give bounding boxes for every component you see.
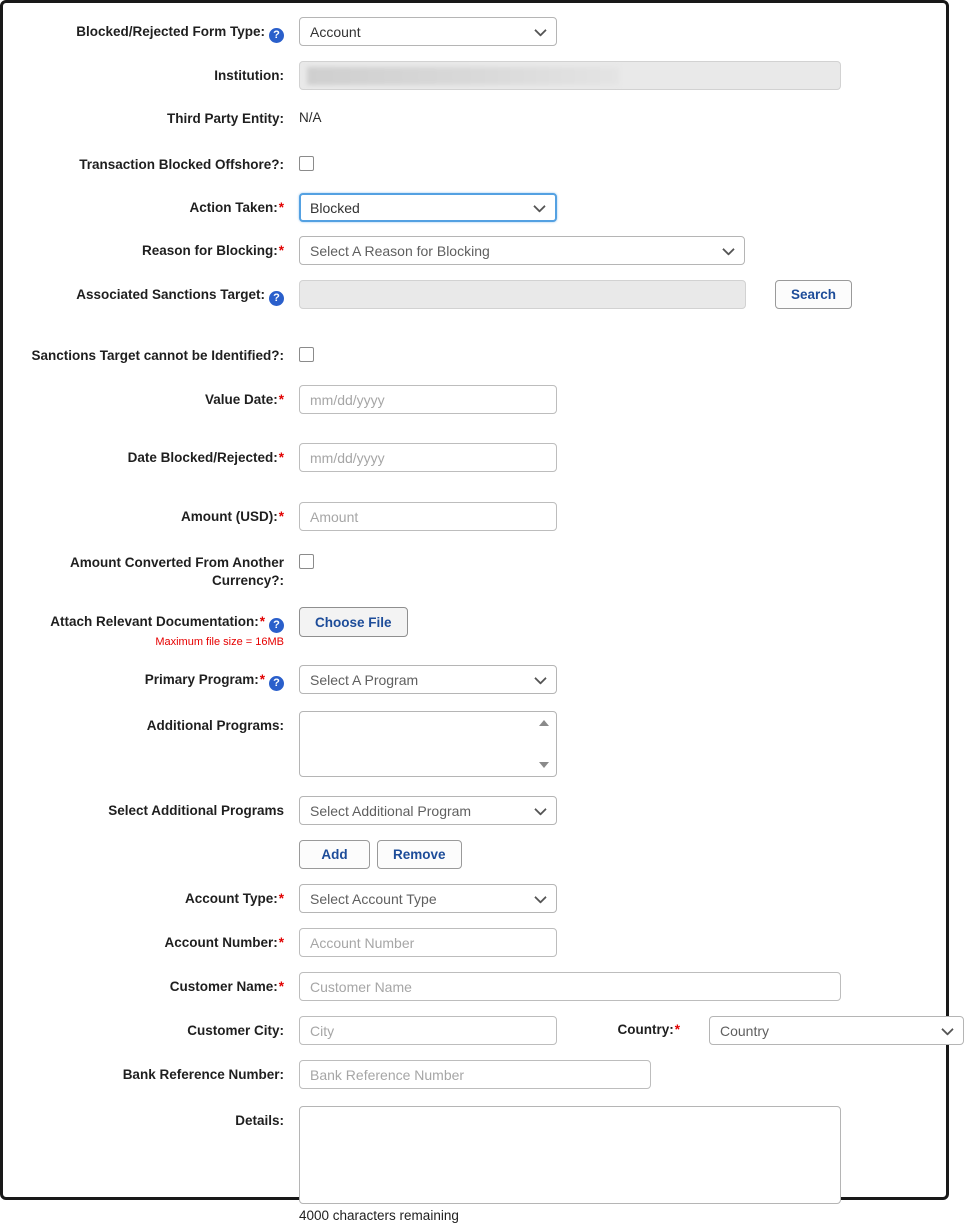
chevron-down-icon <box>534 891 547 904</box>
help-icon[interactable]: ? <box>269 676 284 691</box>
value-date-row <box>3 385 946 414</box>
bank-ref-input[interactable] <box>299 1060 651 1089</box>
account-number-input[interactable] <box>299 928 557 957</box>
amount-label <box>3 502 299 526</box>
target-unidentified-row <box>3 341 946 365</box>
action-taken-selected-value: Blocked <box>310 199 360 216</box>
redacted-institution-name <box>307 67 619 85</box>
additional-programs-listbox[interactable] <box>299 711 557 777</box>
required-asterisk: * <box>259 672 265 687</box>
add-button[interactable]: Add <box>299 840 370 869</box>
date-blocked-row <box>3 443 946 472</box>
search-button[interactable]: Search <box>775 280 852 309</box>
required-asterisk: * <box>278 243 284 258</box>
city-country-row <box>3 1016 946 1045</box>
account-type-label <box>3 884 299 908</box>
amount-converted-row <box>3 548 946 590</box>
primary-program-select[interactable] <box>299 665 557 694</box>
country-label <box>557 1016 680 1037</box>
primary-program-row <box>3 665 946 694</box>
required-asterisk: * <box>278 200 284 215</box>
customer-name-row <box>3 972 946 1001</box>
chevron-down-icon <box>722 243 735 256</box>
chevron-down-icon <box>941 1023 954 1036</box>
required-asterisk: * <box>278 891 284 906</box>
customer-city-label: Customer City: <box>187 1023 284 1038</box>
value-date-label <box>3 385 299 409</box>
form-type-label <box>3 17 299 43</box>
account-number-row <box>3 928 946 957</box>
additional-programs-label: Additional Programs: <box>146 718 284 733</box>
offshore-row <box>3 150 946 174</box>
third-party-row <box>3 104 946 128</box>
primary-program-selected-value: Select A Program <box>310 671 419 688</box>
form-type-row <box>3 17 946 46</box>
customer-name-label-text: Customer Name: <box>169 979 278 994</box>
required-asterisk: * <box>278 979 284 994</box>
bank-ref-label: Bank Reference Number: <box>122 1067 284 1082</box>
action-taken-label-text: Action Taken: <box>189 200 278 215</box>
institution-input <box>299 61 841 90</box>
characters-remaining: 4000 characters remaining <box>299 1208 459 1223</box>
amount-label-text: Amount (USD): <box>181 509 278 524</box>
chevron-down-icon <box>534 803 547 816</box>
form-type-label-text: Blocked/Rejected Form Type: <box>76 24 265 39</box>
account-type-select[interactable] <box>299 884 557 913</box>
blocked-rejected-form <box>3 3 946 1224</box>
required-asterisk: * <box>278 935 284 950</box>
chevron-down-icon <box>533 200 546 213</box>
select-additional-select[interactable] <box>299 796 557 825</box>
sanctions-target-input <box>299 280 746 309</box>
details-textarea[interactable] <box>299 1106 841 1204</box>
amount-converted-checkbox[interactable] <box>299 554 314 569</box>
form-type-select[interactable] <box>299 17 557 46</box>
action-taken-row <box>3 193 946 222</box>
institution-row <box>3 61 946 90</box>
chevron-down-icon <box>534 24 547 37</box>
third-party-value: N/A <box>299 110 322 125</box>
account-number-label <box>3 928 299 952</box>
customer-city-input[interactable] <box>299 1016 557 1045</box>
country-selected-value: Country <box>720 1022 770 1039</box>
reason-selected-value: Select A Reason for Blocking <box>310 242 490 259</box>
scroll-up-icon[interactable] <box>539 720 549 726</box>
offshore-checkbox[interactable] <box>299 156 314 171</box>
remove-button[interactable]: Remove <box>377 840 462 869</box>
select-additional-selected-value: Select Additional Program <box>310 802 472 819</box>
date-blocked-label-text: Date Blocked/Rejected: <box>127 450 278 465</box>
date-blocked-label <box>3 443 299 467</box>
help-icon[interactable]: ? <box>269 618 284 633</box>
reason-select[interactable] <box>299 236 745 265</box>
value-date-label-text: Value Date: <box>204 392 278 407</box>
date-blocked-input[interactable] <box>299 443 557 472</box>
sanctions-target-label <box>3 280 299 306</box>
amount-converted-label: Amount Converted From Another Currency?: <box>70 555 284 588</box>
sanctions-target-row <box>3 280 946 309</box>
account-number-label-text: Account Number: <box>164 935 278 950</box>
scroll-down-icon[interactable] <box>539 762 549 768</box>
select-additional-label: Select Additional Programs <box>108 803 284 818</box>
primary-program-label <box>3 665 299 691</box>
account-type-row <box>3 884 946 913</box>
attach-doc-label-text: Attach Relevant Documentation: <box>50 614 259 629</box>
required-asterisk: * <box>278 392 284 407</box>
max-file-size-note: Maximum file size = 16MB <box>155 636 284 648</box>
reason-label-text: Reason for Blocking: <box>141 243 278 258</box>
reason-label <box>3 236 299 260</box>
amount-row <box>3 502 946 531</box>
details-row <box>3 1106 946 1224</box>
required-asterisk: * <box>674 1022 680 1037</box>
customer-name-input[interactable] <box>299 972 841 1001</box>
program-buttons-row <box>3 840 946 869</box>
target-unidentified-label: Sanctions Target cannot be Identified?: <box>31 348 284 363</box>
attach-doc-row <box>3 607 946 649</box>
form-type-selected-value: Account <box>310 23 361 40</box>
offshore-label: Transaction Blocked Offshore?: <box>79 157 284 172</box>
action-taken-select[interactable] <box>299 193 557 222</box>
value-date-input[interactable] <box>299 385 557 414</box>
third-party-label: Third Party Entity: <box>166 111 284 126</box>
help-icon[interactable]: ? <box>269 291 284 306</box>
target-unidentified-checkbox[interactable] <box>299 347 314 362</box>
bank-ref-row <box>3 1060 946 1089</box>
help-icon[interactable]: ? <box>269 28 284 43</box>
required-asterisk: * <box>259 614 265 629</box>
chevron-down-icon <box>534 672 547 685</box>
select-additional-row <box>3 796 946 825</box>
amount-input[interactable] <box>299 502 557 531</box>
program-buttons-spacer <box>3 840 299 846</box>
customer-name-label <box>3 972 299 996</box>
additional-programs-row <box>3 711 946 777</box>
account-type-selected-value: Select Account Type <box>310 890 437 907</box>
reason-row <box>3 236 946 265</box>
account-type-label-text: Account Type: <box>184 891 278 906</box>
details-label: Details: <box>235 1113 284 1128</box>
institution-label: Institution: <box>214 68 284 83</box>
country-label-text: Country: <box>617 1022 674 1037</box>
action-taken-label <box>3 193 299 217</box>
sanctions-target-label-text: Associated Sanctions Target: <box>76 287 265 302</box>
primary-program-label-text: Primary Program: <box>144 672 259 687</box>
country-select[interactable] <box>709 1016 964 1045</box>
required-asterisk: * <box>278 509 284 524</box>
attach-doc-label <box>3 607 299 649</box>
choose-file-button[interactable]: Choose File <box>299 607 408 637</box>
required-asterisk: * <box>278 450 284 465</box>
